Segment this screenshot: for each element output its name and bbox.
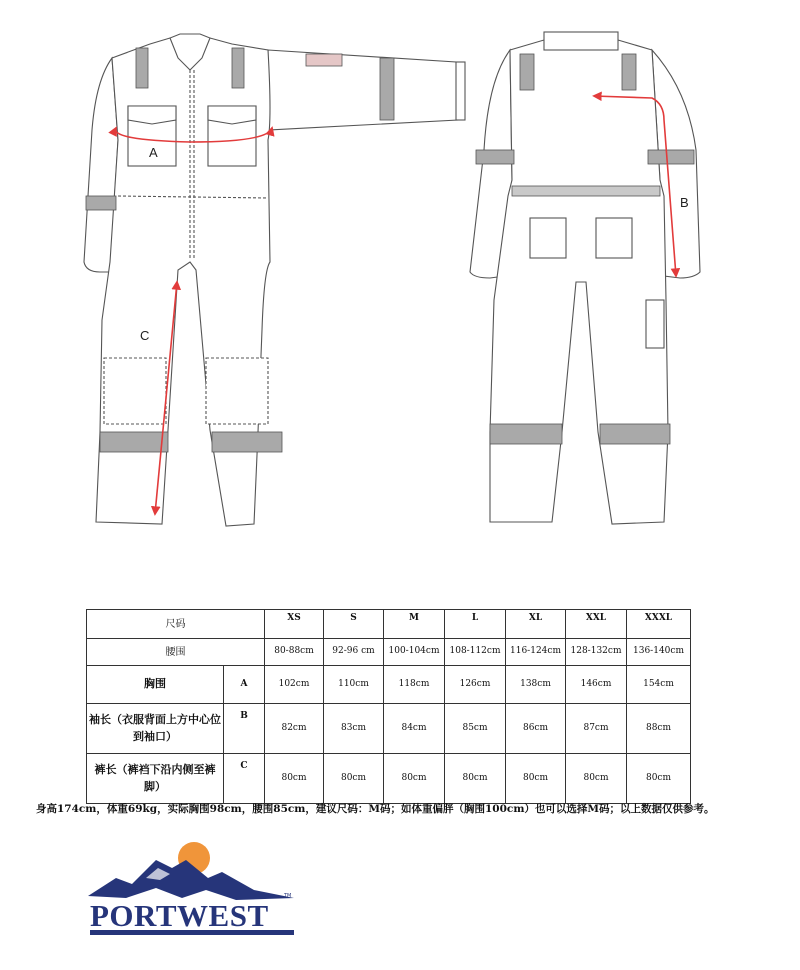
inseam-value: 80cm	[384, 754, 445, 804]
mountain-icon	[88, 860, 294, 900]
chest-code: A	[224, 666, 265, 704]
waist-value: 128-132cm	[566, 639, 627, 666]
inseam-row	[87, 754, 691, 804]
chest-value: 138cm	[506, 666, 566, 704]
logo-wordmark: PORTWEST	[90, 898, 269, 933]
waist-row	[87, 639, 691, 666]
waist-value: 108-112cm	[445, 639, 506, 666]
size-s: S	[324, 610, 384, 639]
inseam-value: 80cm	[566, 754, 627, 804]
waist-value: 116-124cm	[506, 639, 566, 666]
size-xxl: XXL	[566, 610, 627, 639]
inseam-value: 80cm	[265, 754, 324, 804]
waist-value: 100-104cm	[384, 639, 445, 666]
size-row	[87, 610, 691, 639]
sleeve-row	[87, 704, 691, 754]
waist-label: 腰围	[87, 639, 265, 666]
size-m: M	[384, 610, 445, 639]
sizing-note: 身高174cm，体重69kg，实际胸围98cm，腰围85cm，建议尺码：M码；如体重偏胖（胸围100cm）也可以选择M码；以上数据仅供参考。	[36, 803, 715, 815]
inseam-value: 80cm	[627, 754, 691, 804]
sleeve-value: 86cm	[506, 704, 566, 754]
label-c: C	[140, 328, 150, 343]
sleeve-value: 88cm	[627, 704, 691, 754]
inseam-value: 80cm	[445, 754, 506, 804]
label-b: B	[680, 195, 689, 210]
sleeve-value: 84cm	[384, 704, 445, 754]
chest-value: 102cm	[265, 666, 324, 704]
size-xs: XS	[265, 610, 324, 639]
chest-value: 110cm	[324, 666, 384, 704]
size-xl: XL	[506, 610, 566, 639]
chest-value: 146cm	[566, 666, 627, 704]
chest-value: 154cm	[627, 666, 691, 704]
chest-value: 126cm	[445, 666, 506, 704]
chest-label: 胸围	[87, 666, 224, 704]
label-a: A	[149, 145, 158, 160]
waist-value: 80-88cm	[265, 639, 324, 666]
chest-row	[87, 666, 691, 704]
sleeve-label: 袖长（衣服背面上方中心位到袖口）	[87, 704, 224, 754]
sleeve-code: B	[224, 704, 265, 754]
inseam-value: 80cm	[324, 754, 384, 804]
chest-value: 118cm	[384, 666, 445, 704]
inseam-code: C	[224, 754, 265, 804]
size-table	[86, 609, 691, 804]
back-view	[470, 32, 700, 524]
waist-value: 136-140cm	[627, 639, 691, 666]
size-l: L	[445, 610, 506, 639]
size-xxxl: XXXL	[627, 610, 691, 639]
sleeve-value: 82cm	[265, 704, 324, 754]
size-header-label: 尺码	[87, 610, 265, 639]
logo-tm: TM	[284, 893, 292, 899]
sleeve-value: 83cm	[324, 704, 384, 754]
sleeve-value: 85cm	[445, 704, 506, 754]
sleeve-value: 87cm	[566, 704, 627, 754]
inseam-value: 80cm	[506, 754, 566, 804]
waist-value: 92-96 cm	[324, 639, 384, 666]
inseam-label: 裤长（裤裆下沿内侧至裤脚）	[87, 754, 224, 804]
